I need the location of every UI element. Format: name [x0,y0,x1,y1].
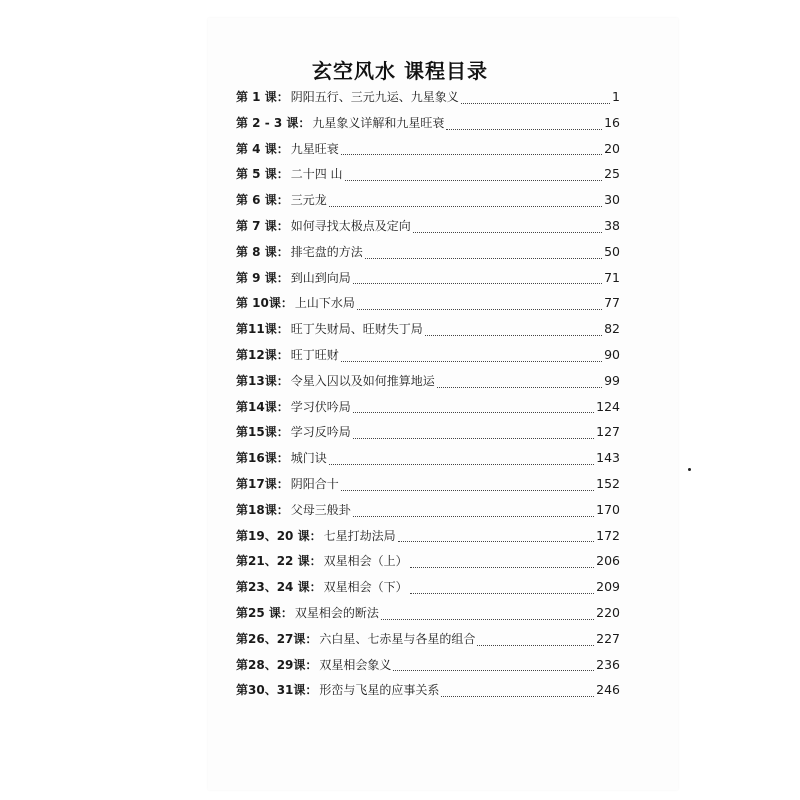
dot-leader [441,695,594,697]
toc-entry [236,423,620,449]
toc-entry [236,527,620,553]
lesson-topic: 父母三般卦 [290,502,351,517]
lesson-topic: 三元龙 [290,193,327,208]
lesson-number: 第 6 课： [236,193,289,208]
lesson-number: 第 9 课： [236,270,289,285]
lesson-topic: 九星象义详解和九星旺衰 [312,115,445,130]
dot-leader [353,515,594,517]
lesson-number: 第23、24 课： [236,580,322,595]
toc-entry [236,578,620,604]
scan-speck [688,468,691,471]
toc-entry [236,372,620,398]
page-number: 82 [604,321,620,337]
lesson-topic: 学习反吟局 [290,425,351,440]
lesson-number: 第15课： [236,425,289,440]
lesson-topic: 排宅盘的方法 [290,244,363,259]
toc-entry [236,320,620,346]
toc-entry [236,501,620,527]
lesson-topic: 双星相会象义 [319,657,392,672]
page-number: 246 [596,682,620,698]
page-number: 77 [604,295,620,311]
lesson-topic: 如何寻找太极点及定向 [290,218,411,233]
lesson-number: 第 8 课： [236,244,289,259]
lesson-topic: 双星相会的断法 [294,605,379,620]
lesson-topic: 旺丁失财局、旺财失丁局 [290,322,423,337]
lesson-topic: 双星相会（上） [323,554,408,569]
toc-entry [236,269,620,295]
dot-leader [329,205,602,207]
page-number: 50 [604,243,620,259]
toc-entry [236,243,620,269]
lesson-number: 第 1 课： [236,90,289,104]
dot-leader [329,463,594,465]
lesson-number: 第16课： [236,451,289,466]
dot-leader [446,128,602,130]
toc-entry [236,165,620,191]
dot-leader [345,179,603,181]
lesson-topic: 双星相会（下） [323,580,408,595]
page-number: 38 [604,217,620,233]
dot-leader [353,411,594,413]
lesson-number: 第 2 - 3 课： [236,115,311,130]
lesson-number: 第19、20 课： [236,528,322,543]
lesson-number: 第11课： [236,322,289,337]
dot-leader [437,386,602,388]
dot-leader [353,437,594,439]
page-number: 124 [596,398,620,414]
dot-leader [341,360,602,362]
dot-leader [357,308,602,310]
toc-entry [236,140,620,166]
toc-entry [236,552,620,578]
page-number: 236 [596,656,620,672]
page-number: 206 [596,553,620,569]
page-number: 209 [596,579,620,595]
page-number: 172 [596,527,620,543]
page-number: 152 [596,475,620,491]
lesson-topic: 七星打劫法局 [323,528,396,543]
dot-leader [477,644,594,646]
lesson-topic: 城门诀 [290,451,327,466]
lesson-number: 第26、27课： [236,631,318,646]
page-number: 20 [604,140,620,156]
lesson-number: 第13课： [236,373,289,388]
lesson-topic: 旺丁旺财 [290,347,339,362]
dot-leader [398,540,595,542]
toc-entry [236,630,620,656]
toc-entry [236,681,620,707]
document-title: 玄空风水 课程目录 [312,59,488,83]
dot-leader [381,618,594,620]
page-number: 220 [596,604,620,620]
lesson-number: 第 7 课： [236,218,289,233]
dot-leader [410,566,595,568]
page-number: 16 [604,114,620,130]
lesson-number: 第 10课： [236,296,293,311]
lesson-topic: 到山到向局 [290,270,351,285]
lesson-topic: 阴阳五行、三元九运、九星象义 [290,90,459,104]
page-number: 170 [596,501,620,517]
toc-entry [236,114,620,140]
page-number: 71 [604,269,620,285]
lesson-number: 第18课： [236,502,289,517]
toc-entry [236,294,620,320]
page-number: 25 [604,166,620,182]
lesson-topic: 九星旺衰 [290,141,339,156]
toc-entry [236,604,620,630]
lesson-number: 第 5 课： [236,167,289,182]
toc-entry [236,449,620,475]
lesson-number: 第14课： [236,399,289,414]
toc-entry [236,656,620,682]
dot-leader [410,592,595,594]
lesson-topic: 阴阳合十 [290,476,339,491]
toc-entry [236,398,620,424]
lesson-topic: 六白星、七赤星与各星的组合 [319,631,476,646]
dot-leader [341,153,602,155]
lesson-topic: 形峦与飞星的应事关系 [319,683,440,698]
lesson-topic: 学习伏吟局 [290,399,351,414]
lesson-number: 第 4 课： [236,141,289,156]
page-number: 99 [604,372,620,388]
lesson-topic: 上山下水局 [294,296,355,311]
dot-leader [413,231,602,233]
lesson-number: 第17课： [236,476,289,491]
page-number: 30 [604,192,620,208]
lesson-number: 第12课： [236,347,289,362]
page-number: 90 [604,346,620,362]
lesson-number: 第21、22 课： [236,554,322,569]
page-number: 227 [596,630,620,646]
toc-entry [236,191,620,217]
dot-leader [341,489,594,491]
lesson-number: 第30、31课： [236,683,318,698]
dot-leader [461,102,610,104]
toc-entry [236,346,620,372]
lesson-topic: 令星入囚以及如何推算地运 [290,373,435,388]
dot-leader [353,282,602,284]
table-of-contents [236,88,620,707]
dot-leader [393,669,594,671]
toc-entry [236,217,620,243]
lesson-number: 第25 课： [236,605,293,620]
page-number: 143 [596,450,620,466]
lesson-number: 第28、29课： [236,657,318,672]
page-number: 1 [612,89,620,104]
dot-leader [365,257,602,259]
lesson-topic: 二十四 山 [290,167,343,182]
toc-entry [236,88,620,114]
page-number: 127 [596,424,620,440]
toc-entry [236,475,620,501]
dot-leader [425,334,602,336]
